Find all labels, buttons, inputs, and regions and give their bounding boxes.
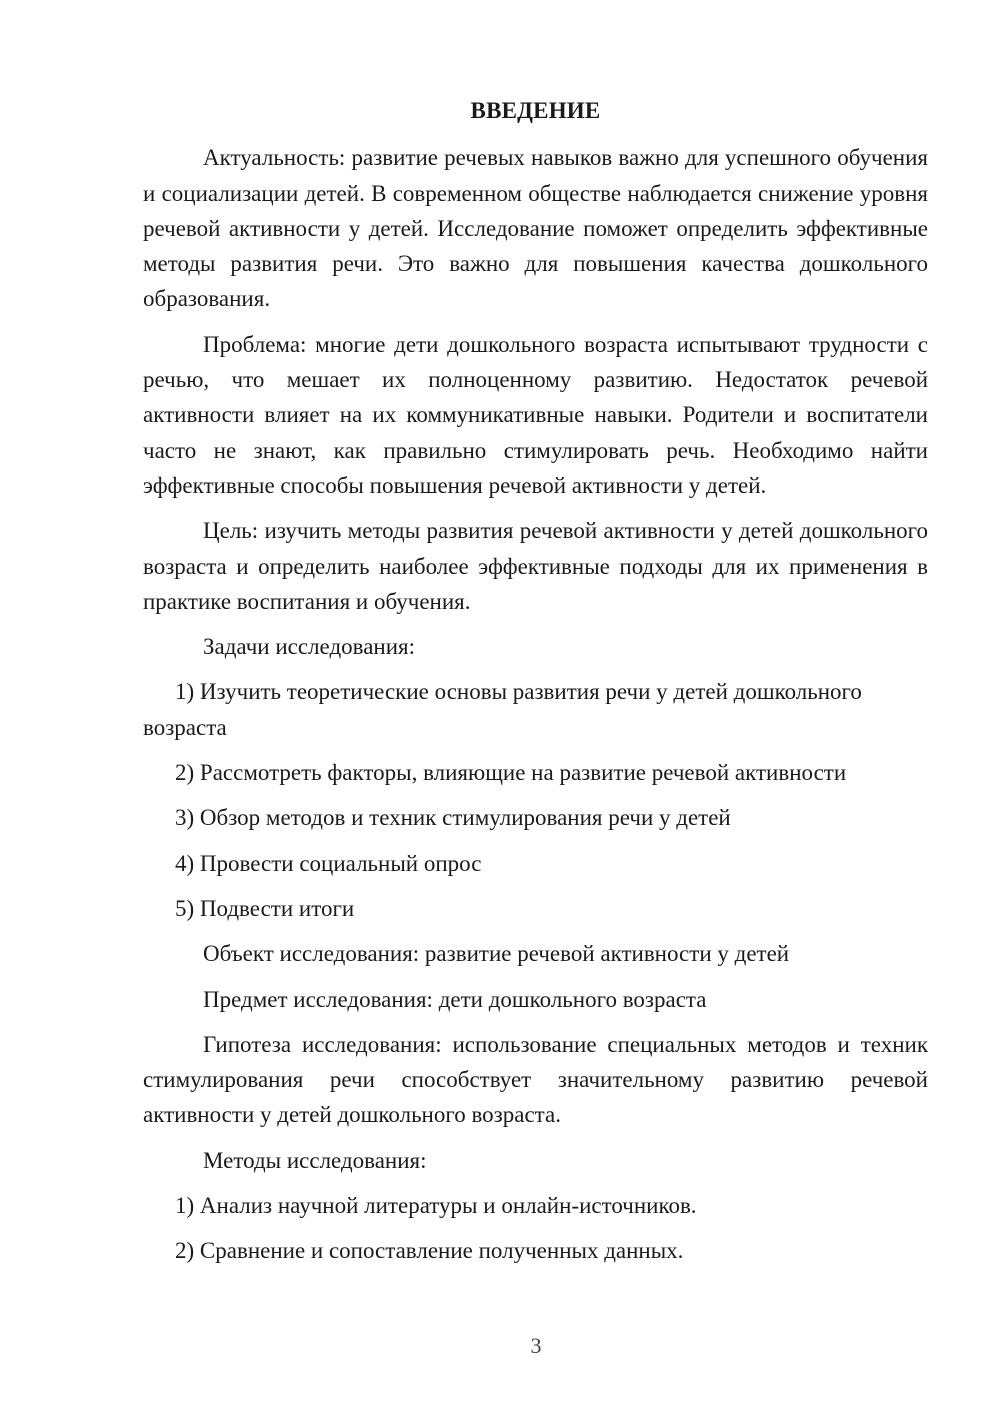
page-number: 3 (530, 1333, 542, 1358)
relevance-paragraph: Актуальность: развитие речевых навыков важно для успешного обучения и социализации детей. В современном обществе наблюдается снижение уровня речевой активности у детей. Исследование поможет определить эффективные методы развития речи. Это важно для повышения качества дошкольного образования. (143, 145, 928, 312)
task-item-5: 5) Подвести итоги (175, 895, 355, 921)
task-item-1: 1) Изучить теоретические основы развития речи у детей дошкольного возраста (143, 679, 862, 740)
goal-paragraph: Цель: изучить методы развития речевой активности у детей дошкольного возраста и определить наиболее эффективные подходы для их применения в практике воспитания и обучения. (143, 518, 928, 614)
methods-title: Методы исследования: (203, 1147, 427, 1173)
section-heading: ВВЕДЕНИЕ (470, 98, 601, 123)
tasks-title: Задачи исследования: (203, 634, 416, 660)
problem-paragraph: Проблема: многие дети дошкольного возраста испытывают трудности с речью, что мешает их полноценному развитию. Недостаток речевой активности влияет на их коммуникативные навыки. Родители и воспитатели часто не знают, как правильно стимулировать речь. Необходимо найти эффективные способы повышения речевой активности у детей. (143, 331, 928, 498)
method-item-1: 1) Анализ научной литературы и онлайн-источников. (175, 1193, 697, 1219)
task-item-4: 4) Провести социальный опрос (175, 850, 482, 876)
object-paragraph: Объект исследования: развитие речевой активности у детей (203, 941, 790, 967)
subject-paragraph: Предмет исследования: дети дошкольного возраста (203, 986, 707, 1012)
hypothesis-paragraph: Гипотеза исследования: использование специальных методов и техник стимулирования речи способствует значительному развитию речевой активности у детей дошкольного возраста. (143, 1031, 928, 1128)
method-item-2: 2) Сравнение и сопоставление полученных данных. (175, 1238, 684, 1264)
page-content (143, 93, 928, 1279)
task-item-2: 2) Рассмотреть факторы, влияющие на развитие речевой активности (175, 760, 847, 786)
task-item-3: 3) Обзор методов и техник стимулирования речи у детей (175, 805, 731, 831)
